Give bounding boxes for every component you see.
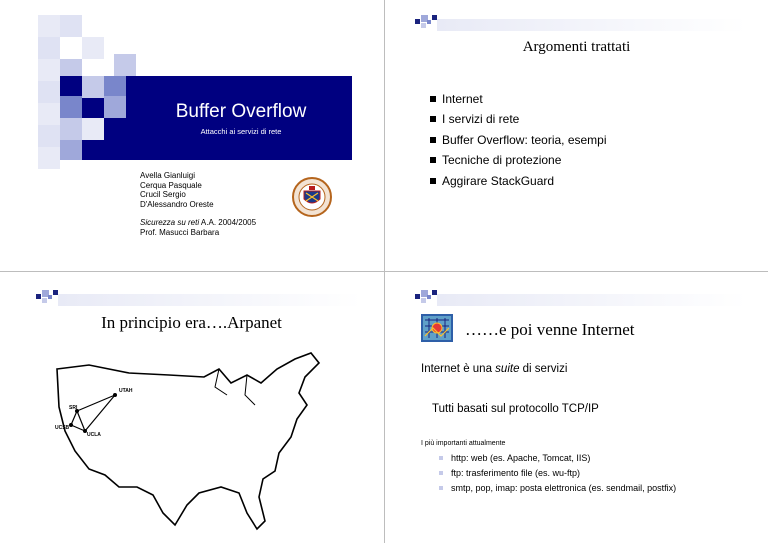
tcp-text: Tutti basati sul protocollo TCP/IP <box>432 403 599 415</box>
list-item-text: http: web (es. Apache, Tomcat, IIS) <box>451 453 591 463</box>
list-item-text: Aggirare StackGuard <box>442 173 555 188</box>
slide-heading: ……e poi venne Internet <box>465 320 635 339</box>
slide-topics <box>385 0 768 270</box>
network-link <box>85 395 115 431</box>
author-name: Crucil Sergio <box>140 190 186 200</box>
great-lakes-outline <box>215 369 227 395</box>
services-heading: I più importanti attualmente <box>421 440 506 447</box>
list-item <box>437 451 731 466</box>
bullet-icon <box>439 471 443 475</box>
intro-text-part: Internet è una <box>421 363 496 375</box>
intro-text <box>421 363 567 375</box>
intro-text-part: di servizi <box>519 363 568 375</box>
bullet-icon <box>430 178 436 184</box>
decor-square <box>38 147 60 169</box>
author-name: Avella Gianluigi <box>140 171 195 180</box>
course-name: Sicurezza su reti <box>140 218 200 227</box>
decor-square <box>82 76 104 98</box>
bullet-icon <box>439 486 443 490</box>
corner-logo-icon <box>415 290 437 304</box>
slide-title <box>0 0 383 270</box>
slide-arpanet <box>0 272 383 543</box>
list-item <box>430 109 607 129</box>
bullet-icon <box>430 96 436 102</box>
usa-outline <box>57 353 319 529</box>
title-bar <box>437 19 747 31</box>
author-name: Cerqua Pasquale <box>140 180 202 190</box>
title-bar <box>437 294 747 306</box>
node-label: UTAH <box>119 388 133 394</box>
author-list <box>140 171 214 209</box>
list-item-text: smtp, pop, imap: posta elettronica (es. sendmail, postfix) <box>451 483 677 493</box>
network-icon <box>421 314 453 342</box>
list-item <box>430 130 607 150</box>
network-link <box>77 395 115 411</box>
slide-internet <box>385 272 768 543</box>
decor-square <box>38 81 60 103</box>
list-item <box>430 171 607 191</box>
list-item-text: Buffer Overflow: teoria, esempi <box>442 132 607 147</box>
topic-list <box>430 89 607 191</box>
list-item-text: Internet <box>442 92 483 106</box>
decor-square <box>38 125 60 147</box>
decor-square <box>82 37 104 59</box>
bullet-icon <box>439 456 443 460</box>
title-bar <box>58 294 362 306</box>
author-name: D'Alessandro Oreste <box>140 199 214 209</box>
slide-subtitle-text: Attacchi ai servizi di rete <box>200 127 282 136</box>
list-item <box>437 466 731 481</box>
decor-square <box>38 59 60 81</box>
services-list <box>437 451 731 496</box>
slide-title-text: Buffer Overflow <box>175 101 307 122</box>
network-node <box>69 423 73 427</box>
list-item-text: ftp: trasferimento file (es. wu-ftp) <box>451 468 581 478</box>
decor-square <box>38 103 60 125</box>
node-label: UCSB <box>55 425 70 431</box>
intro-text-italic: suite <box>495 363 520 375</box>
decor-square <box>38 37 60 59</box>
list-item <box>437 481 731 496</box>
decor-square <box>104 76 126 96</box>
decor-square <box>82 118 104 140</box>
bullet-icon <box>430 157 436 163</box>
course-info <box>140 218 256 238</box>
decor-square <box>114 54 136 76</box>
bullet-icon <box>430 137 436 143</box>
bullet-icon <box>430 116 436 122</box>
professor-name: Prof. Masucci Barbara <box>140 228 220 237</box>
list-item-text: I servizi di rete <box>442 112 520 127</box>
corner-logo-icon <box>415 15 437 29</box>
node-label: SRI <box>69 405 78 411</box>
network-node <box>113 393 117 397</box>
node-label: UCLA <box>87 432 101 438</box>
decor-square <box>104 96 126 118</box>
decor-square <box>60 15 82 37</box>
decor-square <box>38 15 60 37</box>
university-seal-icon <box>292 177 332 217</box>
decor-square <box>60 96 82 118</box>
list-item-text: Tecniche di protezione <box>442 153 562 168</box>
corner-logo-icon <box>36 290 58 304</box>
decor-square <box>60 140 82 160</box>
slide-heading: Argomenti trattati <box>522 39 631 55</box>
list-item <box>430 150 607 170</box>
network-link <box>71 411 77 425</box>
arpanet-map <box>49 347 334 537</box>
slide-heading: In principio era….Arpanet <box>101 313 282 332</box>
course-year: A.A. 2004/2005 <box>199 218 257 227</box>
list-item <box>430 89 607 109</box>
decor-square <box>60 118 82 140</box>
